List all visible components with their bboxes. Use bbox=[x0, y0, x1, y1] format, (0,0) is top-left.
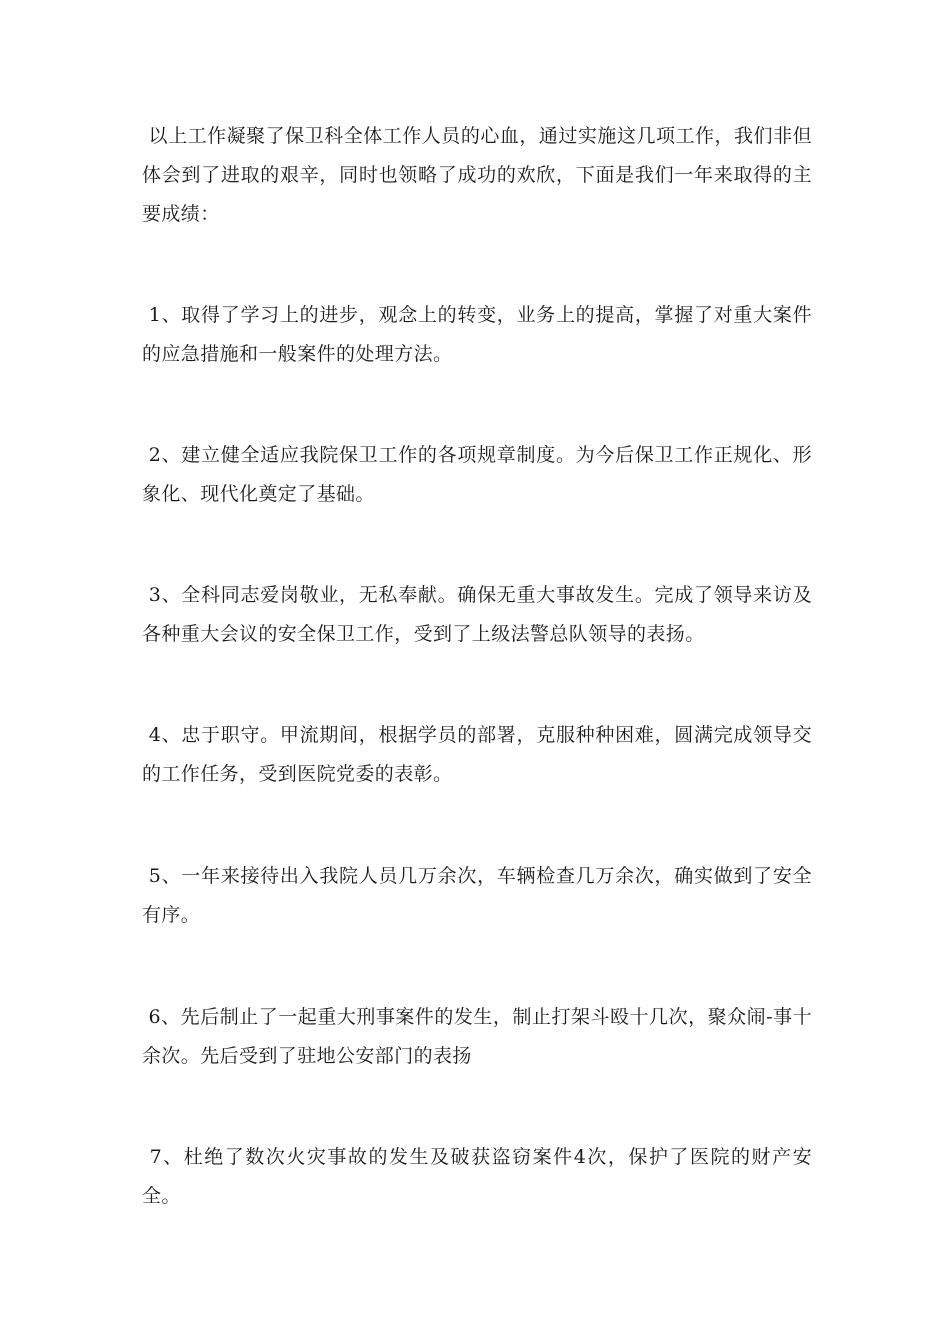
achievement-item-7: 7、杜绝了数次火灾事故的发生及破获盗窃案件4次，保护了医院的财产安全。 bbox=[142, 1146, 812, 1207]
achievement-item-2: 2、建立健全适应我院保卫工作的各项规章制度。为今后保卫工作正规化、形象化、现代化奠定了基础。 bbox=[142, 444, 812, 505]
achievement-item-3: 3、全科同志爱岗敬业，无私奉献。确保无重大事故发生。完成了领导来访及各种重大会议的安全保卫工作，受到了上级法警总队领导的表扬。 bbox=[142, 584, 812, 645]
achievement-item-4: 4、忠于职守。甲流期间，根据学员的部署，克服种种困难，圆满完成领导交的工作任务，受到医院党委的表彰。 bbox=[142, 724, 812, 785]
intro-paragraph: 以上工作凝聚了保卫科全体工作人员的心血，通过实施这几项工作，我们非但体会到了进取的艰辛，同时也领略了成功的欢欣，下面是我们一年来取得的主要成绩： bbox=[142, 125, 812, 225]
achievement-item-5: 5、一年来接待出入我院人员几万余次，车辆检查几万余次，确实做到了安全有序。 bbox=[142, 865, 812, 926]
achievement-item-6: 6、先后制止了一起重大刑事案件的发生，制止打架斗殴十几次，聚众闹-事十余次。先后受到了驻地公安部门的表扬 bbox=[142, 1006, 812, 1067]
achievement-item-1: 1、取得了学习上的进步，观念上的转变，业务上的提高，掌握了对重大案件的应急措施和一般案件的处理方法。 bbox=[142, 304, 812, 365]
